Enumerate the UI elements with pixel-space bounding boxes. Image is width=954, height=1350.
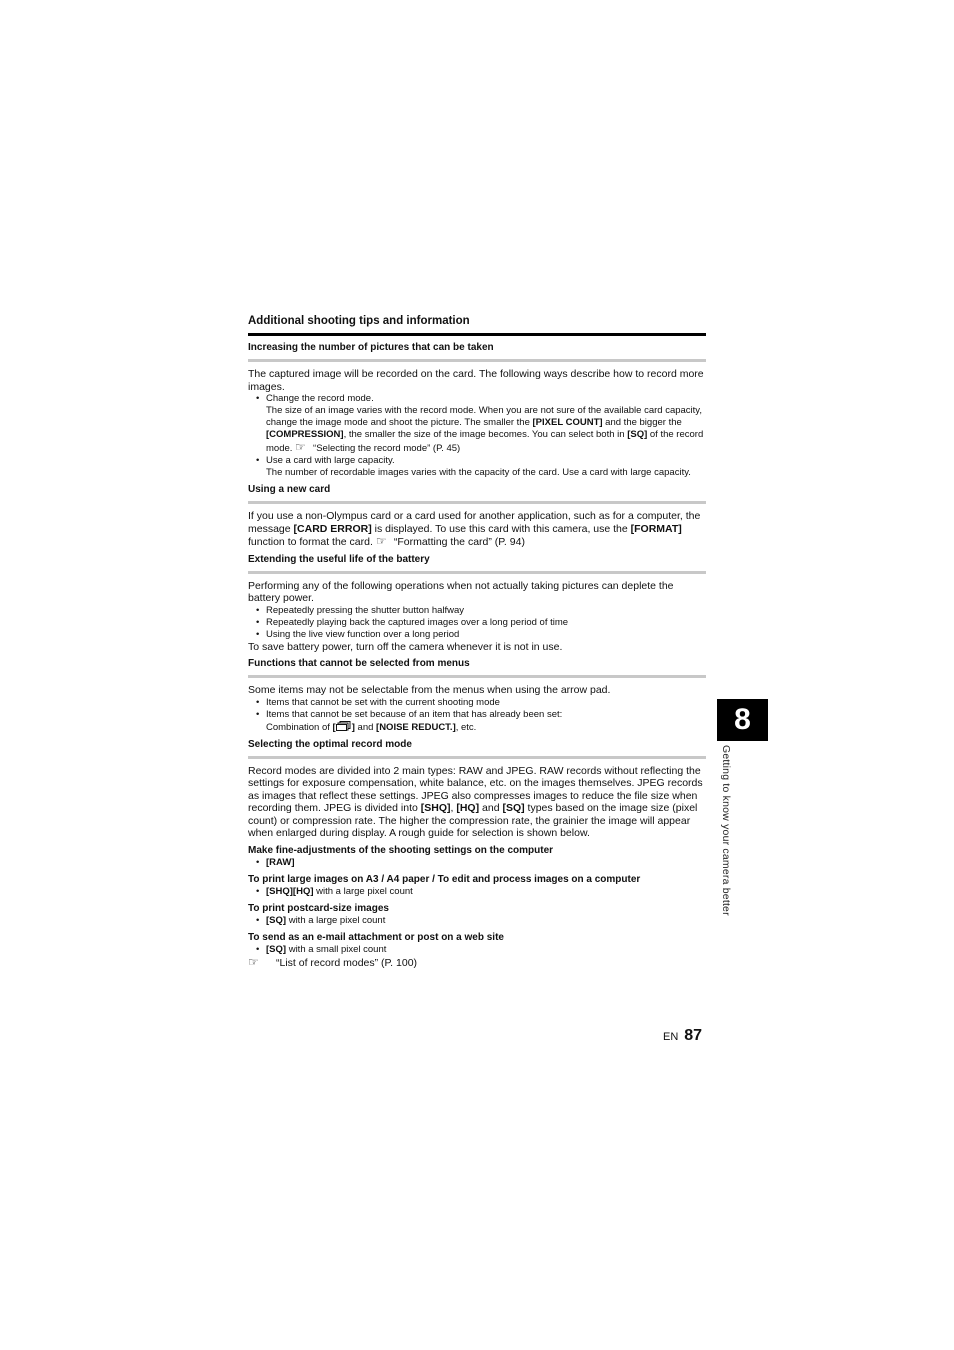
section-new-card [248,483,706,549]
bullet-item: • [RAW] [248,857,706,869]
bullet-item: • Repeatedly playing back the captured images over a long period of time [248,617,706,629]
bullet-detail: The number of recordable images varies with the capacity of the card. Use a card with large capacity. [266,467,691,478]
bullet-item: • Using the live view function over a long period [248,629,706,641]
section-rule [248,501,706,504]
reference-link: “List of record modes” (P. 100) [276,956,418,969]
bullet-item: • [SQ] with a small pixel count [248,944,706,956]
subheading: To print large images on A3 / A4 paper / To edit and process images on a computer [248,873,641,885]
chapter-side-label: Getting to know your camera better [720,745,732,916]
section-record-mode [248,738,706,970]
paragraph: Record modes are divided into 2 main types: RAW and JPEG. RAW records without reflecting the settings for exposure compensation, white balance, etc. on the images themselves. JPEG records as images that reflect these settings. JPEG also compresses images to reduce the file size when recording them. JPEG is divided into [SHQ], [HQ] and [SQ] types based on the image size (pixel count) or compression rate. The higher the compression rate, the grainier the image will appear when enlarged during display. A rough guide for selection is shown below. [248,764,703,839]
bullet-item: • [SHQ][HQ] with a large pixel count [248,886,706,898]
section-menu-functions [248,657,706,734]
bullet-item: • [SQ] with a large pixel count [248,915,706,927]
section-rule [248,675,706,678]
pointing-hand-icon: ☞ [295,440,306,454]
section-title: Using a new card [248,484,331,495]
bullet-item: • Use a card with large capacity. [248,455,706,467]
title-rule [248,333,706,336]
page-content [248,313,706,974]
section-title: Extending the useful life of the battery [248,553,430,565]
reference-line [248,956,706,970]
section-title: Increasing the number of pictures that can be taken [248,342,494,353]
language-label: EN [663,1031,679,1043]
section-title: Selecting the optimal record mode [248,738,412,750]
section-rule [248,756,706,759]
subheading: To print postcard-size images [248,902,389,914]
bullet-detail: The size of an image varies with the record mode. When you are not sure of the available card capacity, change the image mode and shoot the picture. The smaller the [PIXEL COUNT] and the bigger the [COMPRESSION], the smaller the size of the image becomes. You can select both in [SQ] of the record mode. ☞ “Selecting the record mode” (P. 45) [266,405,704,454]
section-more-pictures [248,341,706,479]
subheading: To send as an e-mail attachment or post on a web site [248,931,504,943]
subheading: Make fine-adjustments of the shooting settings on the computer [248,844,554,856]
bullet-item: • Items that cannot be set with the current shooting mode [248,697,706,709]
sequential-shooting-icon [336,721,352,731]
section-title: Functions that cannot be selected from menus [248,658,470,669]
section-battery [248,553,706,654]
bullet-item: • Items that cannot be set because of an item that has already been set: [248,709,706,721]
chapter-tab: 8 [717,699,768,741]
page-number: 87 [684,1027,703,1044]
paragraph: The captured image will be recorded on the card. The following ways describe how to record more images. [248,368,704,393]
pointing-hand-icon: ☞ [375,534,387,548]
pointing-hand-icon: ☞ [248,954,259,969]
paragraph: To save battery power, turn off the camera whenever it is not in use. [248,640,563,653]
bullet-item: • Change the record mode. [248,393,706,405]
paragraph: If you use a non-Olympus card or a card used for another application, such as for a computer, the message [CARD ERROR] is displayed. To use this card with this camera, use the [FORMAT] function to format the card. ☞ “Formatting the card” (P. 94) [248,510,701,548]
page-footer [663,1027,702,1045]
paragraph: Some items may not be selectable from the menus when using the arrow pad. [248,684,611,696]
paragraph: Performing any of the following operations when not actually taking pictures can deplete the battery power. [248,579,674,604]
reference-link: “Selecting the record mode” (P. 45) [313,443,461,454]
page-title: Additional shooting tips and information [248,315,470,327]
reference-link: “Formatting the card” (P. 94) [393,536,525,548]
bullet-item: • Repeatedly pressing the shutter button halfway [248,605,706,617]
section-rule [248,359,706,362]
section-rule [248,571,706,574]
bullet-detail: Combination of [ ] and [NOISE REDUCT.], etc. [266,721,477,733]
